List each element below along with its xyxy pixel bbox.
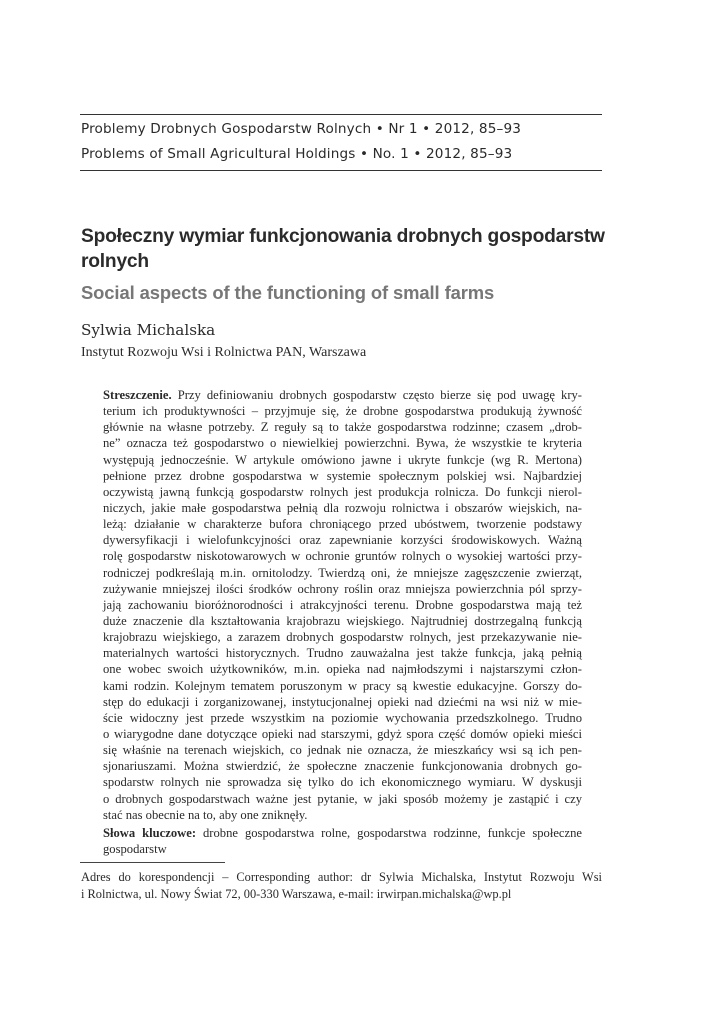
abstract-line: o wiarygodne dane dotyczące opieki nad starszymi, gdyż spora część domów opieki mieści (103, 726, 582, 741)
abstract-line: rodniczej podkreślają m.in. ornitolodzy. Twierdzą oni, że mniejsze zagęszczenie zwierząt, (103, 565, 582, 580)
article-title-pl: Społeczny wymiar funkcjonowania drobnych gospodarstw rolnych (81, 226, 605, 272)
abstract-line: rolę gospodarstw niskotowarowych w ochronie gruntów rolnych o wysokiej wartości przy- (103, 549, 582, 564)
keywords-label: Słowa kluczowe: (103, 826, 197, 840)
footnote-line: i Rolnictwa, ul. Nowy Świat 72, 00-330 Warszawa, e-mail: irwirpan.michalska@wp.pl (81, 887, 512, 901)
abstract-line: stęp do edukacji i zorganizowanej, instytucjonalnej opieki nad dziećmi na wsi niż w mie- (103, 694, 582, 709)
header-rule-top (80, 114, 602, 115)
abstract-line: dywersyfikacji i wielofunkcyjności oraz zapewnianie korzyści środowiskowych. Ważną (103, 533, 582, 548)
abstract-line: jają zachowaniu bioróżnorodności i atrakcyjności terenu. Drobne gospodarstwa mają też (103, 597, 582, 612)
abstract-line: pełnione przez drobne gospodarstwa w systemie społecznym polskiej wsi. Najbardziej (103, 468, 582, 483)
keywords-line: gospodarstw (103, 842, 167, 857)
journal-citation-pl: Problemy Drobnych Gospodarstw Rolnych • Nr 1 • 2012, 85–93 (81, 121, 522, 137)
footnote-rule (80, 862, 225, 863)
article-title-en: Social aspects of the functioning of small farms (81, 282, 495, 303)
abstract-line: oczywistą jawną funkcją gospodarstw rolnych jest produkcja rolnicza. Do funkcji nierol- (103, 484, 582, 499)
abstract-line (103, 387, 582, 403)
abstract-line: się właśnie na terenach wiejskich, co jednak nie oznacza, że mieszkańcy wsi są ich pen- (103, 743, 582, 758)
author-name: Sylwia Michalska (81, 321, 216, 339)
abstract-label: Streszczenie. (103, 388, 172, 402)
abstract-line: sjonariuszami. Można stwierdzić, że społeczne znaczenie funkcjonowania drobnych go- (103, 759, 582, 774)
abstract-line: duże znaczenie dla kształtowania krajobrazu wiejskiego. Najtrudniej dostrzegalną funkcją (103, 613, 582, 628)
abstract (103, 387, 582, 823)
abstract-line: terium ich produktywności – przyjmuje się, że drobne gospodarstwa produkują żywność (103, 404, 582, 419)
abstract-line: stać nas obecnie na to, aby one zniknęły. (103, 807, 308, 822)
abstract-line: one wobec swoich użytkowników, m.in. opieka nad najmłodszymi i najstarszymi człon- (103, 662, 582, 677)
header-rule-bottom (80, 170, 602, 171)
footnote (81, 869, 602, 903)
abstract-line: występują jednocześnie. W artykule omówiono jawne i ukryte funkcje (wg R. Mertona) (103, 452, 582, 467)
abstract-line: spodarstw rolnych nie sprowadza się tylko do ich ekonomicznego wymiaru. W dyskusji (103, 775, 582, 790)
keywords-line (103, 825, 582, 841)
abstract-line: ne” oznacza też gospodarstwo o niewielkiej powierzchni. Bywa, że wszystkie te kryteria (103, 436, 582, 451)
abstract-line: krajobrazu wiejskiego, a zarazem drobnych gospodarstw rolnych, jest przekazywanie nie- (103, 630, 582, 645)
abstract-line: materialnych wartości historycznych. Trudno zauważalna jest także funkcja, jaką pełnią (103, 646, 582, 661)
keywords (103, 825, 582, 857)
abstract-line: głównie na własne potrzeby. Z reguły są to także gospodarstwa rodzinne; czasem „drob- (103, 420, 582, 435)
abstract-line: ście widoczny jest przede wszystkim na poziomie wychowania przedszkolnego. Trudno (103, 710, 582, 725)
abstract-line: leżą: działanie w charakterze bufora chroniącego przed ubóstwem, tworzenie podstawy (103, 517, 582, 532)
abstract-line: o drobnych gospodarstwach ważne jest pytanie, w jaki sposób możemy je zastąpić i czy (103, 791, 582, 806)
abstract-line: niczych, jakie małe gospodarstwa pełnią dla rozwoju rolnictwa i obszarów wiejskich, na- (103, 500, 582, 515)
author-affiliation: Instytut Rozwoju Wsi i Rolnictwa PAN, Warszawa (81, 345, 367, 360)
abstract-text: Przy definiowaniu drobnych gospodarstw często bierze się pod uwagę kry- (171, 388, 582, 402)
keywords-text: drobne gospodarstwa rolne, gospodarstwa rodzinne, funkcje społeczne (196, 826, 582, 840)
journal-citation-en: Problems of Small Agricultural Holdings • No. 1 • 2012, 85–93 (81, 146, 513, 162)
abstract-line: zużywanie mniejszej ilości środków ochrony roślin oraz mniejsza powierzchnia pól sprzy- (103, 581, 582, 596)
abstract-line: kami rodzin. Kolejnym tematem poruszonym w pracy są kwestie edukacyjne. Gorszy do- (103, 678, 582, 693)
footnote-line: Adres do korespondencji – Corresponding author: dr Sylwia Michalska, Instytut Rozwoju Wsi (81, 870, 602, 884)
